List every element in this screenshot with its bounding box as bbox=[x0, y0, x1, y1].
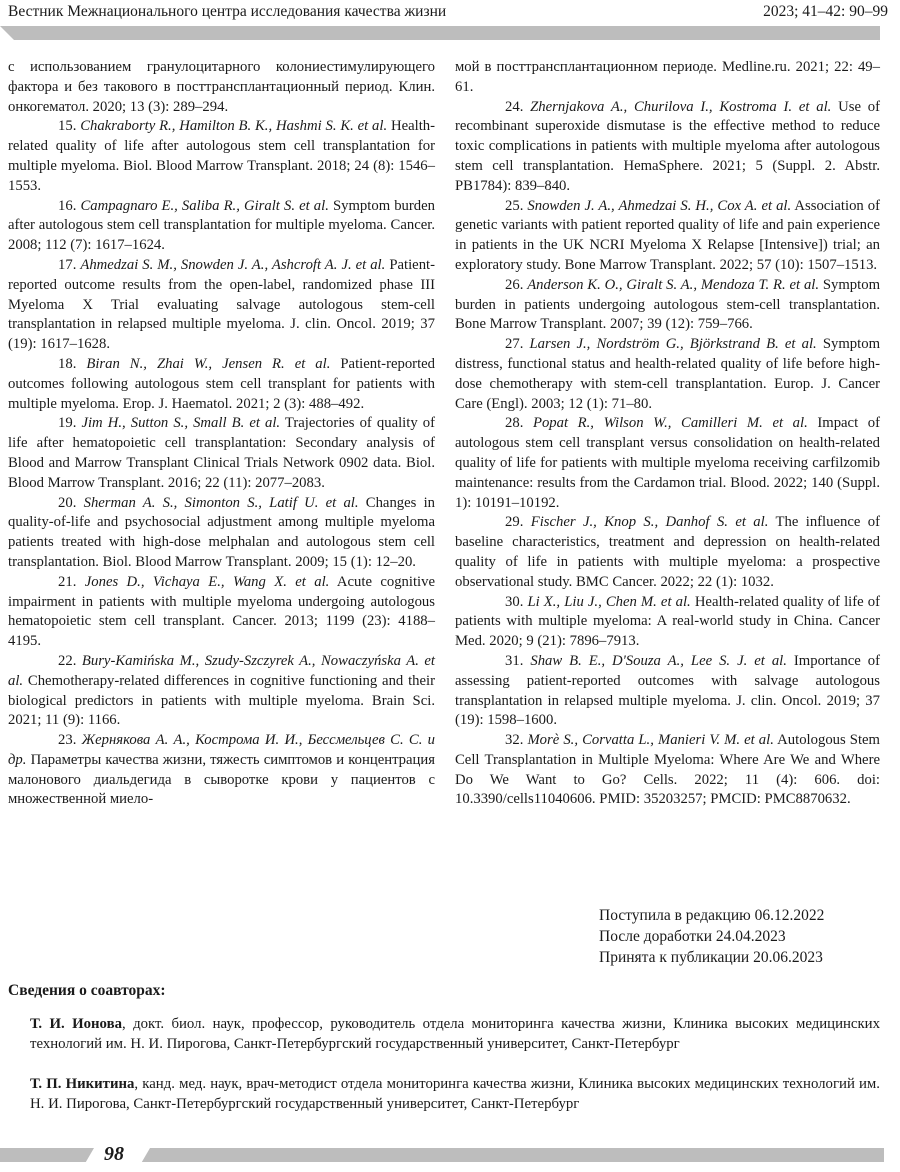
reference-item bbox=[455, 731, 880, 810]
reference-item bbox=[8, 494, 435, 573]
reference-authors: Campagnaro E., Saliba R., Giralt S. et al. bbox=[80, 197, 329, 214]
reference-text: Patient-reported outcomes following autologous stem cell transplant for patients with multiple myeloma. Erop. J. Haematol. 2021; 2 (3): 488–492. bbox=[8, 355, 436, 412]
reference-authors: Li X., Liu J., Chen M. et al. bbox=[527, 593, 691, 610]
received-dates bbox=[599, 905, 824, 968]
reference-item bbox=[455, 335, 880, 414]
reference-authors: Biran N., Zhai W., Jensen R. et al. bbox=[86, 355, 331, 372]
reference-authors: Jones D., Vichaya E., Wang X. et al. bbox=[84, 573, 330, 590]
reference-text: Importance of assessing patient-reported outcomes with salvage autologous transplantation in relapsed multiple myeloma. J. clin. Oncol. 2019; 37 (19): 1598–1600. bbox=[455, 652, 880, 729]
reference-number: 30. bbox=[505, 593, 524, 610]
reference-number: 31. bbox=[505, 652, 524, 669]
reference-authors: Sherman A. S., Simonton S., Latif U. et al. bbox=[83, 494, 359, 511]
reference-text: Health-related quality of life of patients with multiple myeloma: A real-world study in China. Cancer Med. 2020; 9 (21): 7896–7913. bbox=[455, 593, 881, 650]
references-right-column bbox=[455, 58, 880, 810]
reference-text: Health-related quality of life after autologous stem cell transplantation for multiple myeloma. Biol. Blood Marrow Transplant. 2018; 24 (8): 1546–1553. bbox=[8, 118, 436, 194]
reference-number: 18. bbox=[58, 355, 77, 372]
reference-text: Acute cognitive impairment in patients with multiple myeloma undergoing autologous hematopoietic stem cell transplant. Cancer. 2013; 1199 (23): 4188–4195. bbox=[8, 573, 435, 650]
reference-item bbox=[8, 414, 435, 493]
reference-number: 26. bbox=[505, 276, 524, 293]
reference-authors: Anderson K. O., Giralt S. A., Mendoza T. R. et al. bbox=[527, 276, 820, 293]
references-left-column bbox=[8, 58, 435, 810]
reference-number: 32. bbox=[505, 732, 524, 749]
reference-text: Patient-reported outcome results from the open-label, randomized phase III Myeloma X Trial evaluating salvage autologous stem-cell transplantation in relapsed multiple myeloma. J. clin. Oncol. 2019; 37 (19): 1617–1628. bbox=[8, 256, 436, 353]
reference-authors: Жернякова А. А., Кострома И. И., Бессмельцев С. С. и др. bbox=[8, 732, 435, 768]
reference-item bbox=[455, 593, 880, 652]
coauthor-entry bbox=[30, 1015, 880, 1054]
reference-continuation bbox=[455, 58, 880, 98]
reference-number: 28. bbox=[505, 415, 524, 432]
reference-number: 29. bbox=[505, 514, 524, 531]
reference-authors: Bury-Kamińska M., Szudy-Szczyrek A., Nowaczyńska A. et al. bbox=[8, 652, 435, 689]
reference-item bbox=[8, 573, 435, 652]
reference-item bbox=[8, 117, 435, 196]
page-number: 98 bbox=[104, 1143, 124, 1165]
reference-item bbox=[8, 355, 435, 414]
reference-item bbox=[455, 276, 880, 335]
reference-text: Symptom distress, functional status and health-related quality of life before high-dose chemotherapy with stem-cell transplantation. Europ. J. Cancer Care (Engl). 2003; 12 (1): 71–80. bbox=[455, 336, 880, 412]
reference-text: Chemotherapy-related differences in cognitive functioning and their biological predictors in patients with multiple myeloma. Brain Sci. 2021; 11 (9): 1166. bbox=[8, 672, 435, 729]
reference-text: Impact of autologous stem cell transplant versus consolidation on health-related quality of life for patients with multiple myeloma receiving carfilzomib maintenance: results from the Cardamon trial. Blood. 2022; 140 (Suppl. 1): 10191–10192. bbox=[455, 415, 880, 511]
reference-number: 23. bbox=[58, 732, 77, 749]
reference-text: Параметры качества жизни, тяжесть симптомов и концентрация малонового диальдегида в сыворотке крови у пациентов с множественной миело- bbox=[8, 751, 436, 808]
reference-number: 24. bbox=[505, 98, 524, 115]
reference-authors: Larsen J., Nordström G., Björkstrand B. et al. bbox=[529, 336, 817, 353]
footer-rule bbox=[0, 1148, 884, 1162]
received-date: Поступила в редакцию 06.12.2022 bbox=[599, 907, 825, 924]
reference-authors: Shaw B. E., D'Souza A., Lee S. J. et al. bbox=[530, 652, 787, 669]
reference-text: Symptom burden in patients undergoing autologous stem-cell transplantation. Bone Marrow Transplant. 2007; 39 (12): 759–766. bbox=[455, 276, 881, 333]
reference-authors: Zhernjakova A., Churilova I., Kostroma I. et al. bbox=[530, 98, 832, 115]
reference-authors: Fischer J., Knop S., Danhof S. et al. bbox=[530, 514, 769, 531]
reference-authors: Snowden J. A., Ahmedzai S. H., Cox A. et al. bbox=[527, 197, 792, 214]
reference-number: 22. bbox=[58, 652, 77, 669]
running-header bbox=[0, 0, 900, 24]
reference-number: 15. bbox=[58, 118, 77, 135]
reference-number: 27. bbox=[505, 336, 524, 353]
issue-pages: 2023; 41–42: 90–99 bbox=[763, 3, 888, 20]
reference-authors: Ahmedzai S. M., Snowden J. A., Ashcroft A. J. et al. bbox=[80, 256, 386, 273]
reference-item bbox=[8, 197, 435, 256]
coauthor-affiliation: , докт. биол. наук, профессор, руководитель отдела мониторинга качества жизни, Клиника высоких медицинских технологий им. Н. И. Пирогова, Санкт-Петербургский государственный университет, Санкт-Петербург bbox=[30, 1016, 880, 1052]
coauthor-name: Т. И. Ионова bbox=[30, 1016, 122, 1032]
reference-item bbox=[8, 256, 435, 355]
coauthor-name: Т. П. Никитина bbox=[30, 1076, 135, 1092]
reference-authors: Jim H., Sutton S., Small B. et al. bbox=[81, 415, 281, 432]
revised-date: После доработки 24.04.2023 bbox=[599, 928, 786, 945]
reference-authors: Chakraborty R., Hamilton B. K., Hashmi S. K. et al. bbox=[80, 118, 388, 135]
reference-text: с использованием гранулоцитарного колониестимулирующего фактора и без такового в посттрансплантационный период. Клин. онкогематол. 2020; 13 (3): 289–294. bbox=[8, 59, 435, 115]
reference-text: The influence of baseline characteristics, treatment and depression on health-related quality of life in patients with multiple myeloma: a prospective observational study. BMC Cancer. 2022; 22 (1): 1032. bbox=[455, 514, 880, 590]
reference-text: Use of recombinant superoxide dismutase is the effective method to reduce toxic complications in patients with multiple myeloma after autologous stem cell transplantation. HemaSphere. 2021; 5 (Suppl. 2. Abstr. PB1784): 839–840. bbox=[455, 98, 880, 194]
reference-text: Trajectories of quality of life after hematopoietic cell transplantation: Secondary analysis of Blood and Marrow Transplant Clinical Trials Network 0902 data. Biol. Blood Marrow Transplant. 2016; 22 (11): 2077–2083. bbox=[8, 415, 435, 491]
reference-item bbox=[8, 652, 435, 731]
reference-continuation bbox=[8, 58, 435, 117]
coauthors-heading: Сведения о соавторах: bbox=[8, 982, 166, 999]
journal-title: Вестник Межнационального центра исследования качества жизни bbox=[8, 3, 447, 20]
reference-number: 21. bbox=[58, 573, 77, 590]
reference-item bbox=[8, 731, 435, 810]
reference-text: Association of genetic variants with patient reported quality of life and pain experience in patients in the UK NCRI Myeloma X Relapse [Intensive]) trial; an exploratory study. Bone Marrow Transplant. 2022; 57 (10): 1507–1513. bbox=[455, 197, 881, 273]
reference-number: 20. bbox=[58, 494, 77, 511]
reference-text: Changes in quality-of-life and psychosocial adjustment among multiple myeloma patients treated with high-dose melphalan and autologous stem cell transplantation. Biol. Blood Marrow Transplant. 2009; 15 (1): 12–20. bbox=[8, 494, 436, 570]
reference-item bbox=[455, 652, 880, 731]
reference-item bbox=[455, 197, 880, 276]
reference-number: 19. bbox=[58, 415, 77, 432]
reference-item bbox=[455, 513, 880, 592]
reference-item bbox=[455, 414, 880, 513]
accepted-date: Принята к публикации 20.06.2023 bbox=[599, 949, 823, 966]
coauthor-affiliation: , канд. мед. наук, врач-методист отдела мониторинга качества жизни, Клиника высоких медицинских технологий им. Н. И. Пирогова, Санкт-Петербургский государственный университет, Санкт-Петербург bbox=[30, 1076, 880, 1112]
reference-number: 25. bbox=[505, 197, 524, 214]
header-rule bbox=[0, 26, 880, 40]
reference-authors: Morè S., Corvatta L., Manieri V. M. et al. bbox=[527, 732, 774, 749]
reference-text: мой в посттрансплантационном периоде. Medline.ru. 2021; 22: 49–61. bbox=[455, 59, 880, 95]
reference-text: Symptom burden after autologous stem cell transplantation for multiple myeloma. Cancer. 2008; 112 (7): 1617–1624. bbox=[8, 197, 435, 254]
reference-number: 16. bbox=[58, 197, 77, 214]
reference-text: Autologous Stem Cell Transplantation in Multiple Myeloma: Where Are We and Where Do We Want to Go? Cells. 2022; 11 (4): 606. doi: 10.3390/cells11040606. PMID: 35203257; PMCID: PMC8870632. bbox=[455, 732, 880, 808]
reference-item bbox=[455, 98, 880, 197]
reference-number: 17. bbox=[58, 256, 77, 273]
coauthor-entry bbox=[30, 1075, 880, 1114]
reference-authors: Popat R., Wilson W., Camilleri M. et al. bbox=[532, 415, 808, 432]
